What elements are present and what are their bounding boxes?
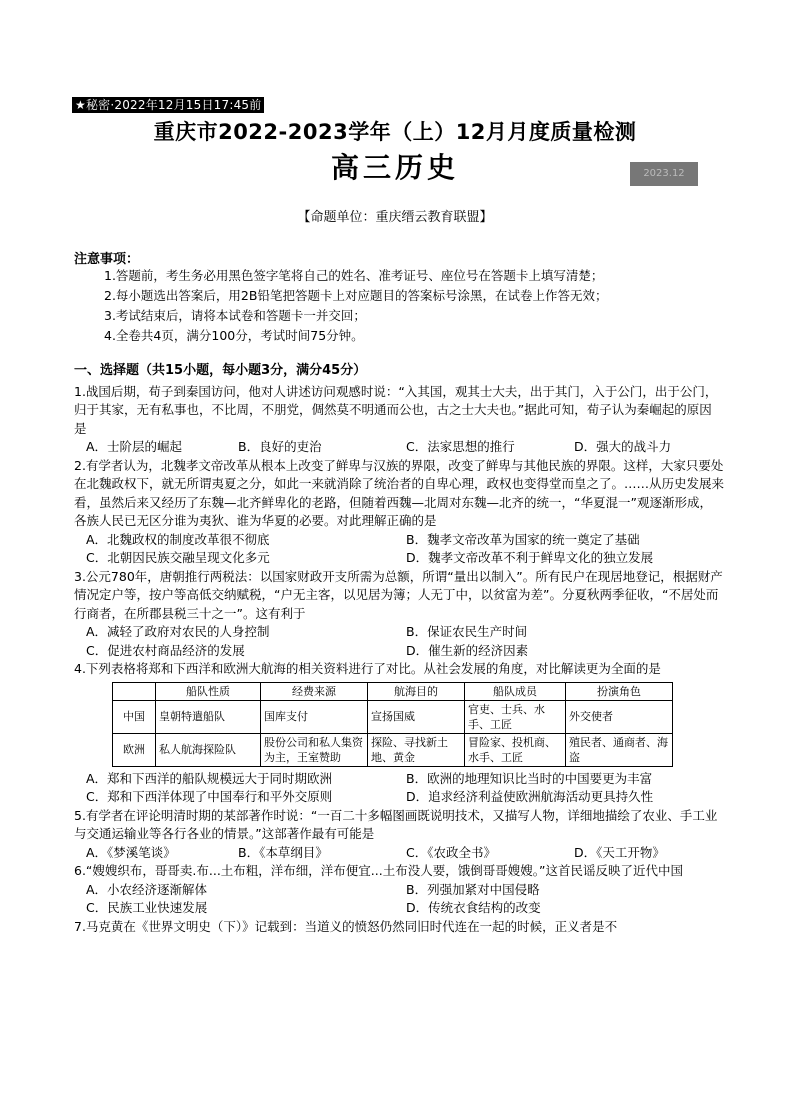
- table-cell: 探险、寻找新土地、黄金: [368, 733, 465, 766]
- option-b[interactable]: B．《本草纲目》: [238, 844, 328, 860]
- option-b[interactable]: B．欧洲的地理知识比当时的中国要更为丰富: [406, 770, 653, 786]
- table-header-cell: 船队性质: [156, 682, 261, 700]
- question-stem: 4.下列表格将郑和下西洋和欧洲大航海的相关资料进行了对比。从社会发展的角度，对比解读更为全面的是: [74, 661, 661, 676]
- question-stem: 7.马克黄在《世界文明史（下）》记载到：当道义的愤怒仍然同旧时代连在一起的时候，正义者是不: [74, 918, 618, 934]
- option-a[interactable]: A．小农经济逐渐解体: [86, 881, 208, 897]
- option-c[interactable]: C．民族工业快速发展: [86, 900, 208, 915]
- option-c[interactable]: C．法家思想的推行: [406, 439, 515, 454]
- question-stem: 2.有学者认为，北魏孝文帝改革从根本上改变了鲜卑与汉族的界限，改变了鲜卑与其他民族的界限。这样，大家只要处在北魏政权下，就无所谓夷夏之分，如此一来就消除了统治者的自卑心理，政权也变得堂而皇之了。……从历史发展来看，虽然后来又经历了东魏—北齐鲜卑化的老路，但随着西魏—北周对东魏—北齐的统一，“华夏混一”观逐渐形成，各族人民已无区分谁为夷狄、谁为华夏的必要。对此理解正确的是: [74, 457, 725, 528]
- question-2: [74, 457, 724, 568]
- table-header-cell: 扮演角色: [566, 682, 673, 700]
- table-cell: 国库支付: [261, 700, 368, 733]
- notice-item: 1.答题前，考生务必用黑色签字笔将自己的姓名、准考证号、座位号在答题卡上填写清楚；: [104, 268, 604, 283]
- question-stem: 3.公元780年，唐朝推行两税法：以国家财政开支所需为总额，所谓“量出以制入”。所有民户在现居地登记，根据财产情况定户等，按户等高低交纳赋税，“户无主客，以见居为簿；人无丁中，以贫富为差”。分夏秋两季征收，“不居处而行商者，在所郡县税三十之一”。这有利于: [74, 568, 723, 621]
- table-header-cell: 经费来源: [261, 682, 368, 700]
- question-stem: 6.“嫂嫂织布，哥哥卖.布...土布粗，洋布细，洋布便宜...土布没人要，饿倒哥哥嫂嫂。”这首民谣反映了近代中国: [74, 863, 683, 878]
- option-a[interactable]: A．士阶层的崛起: [86, 439, 183, 454]
- question-4: [74, 660, 724, 807]
- option-c[interactable]: C．郑和下西洋体现了中国奉行和平外交原则: [86, 789, 333, 804]
- notice-title: 注意事项：: [74, 252, 140, 267]
- table-cell: 官吏、士兵、水手、工匠: [465, 700, 566, 733]
- table-header-row: [113, 682, 673, 700]
- option-a[interactable]: A．北魏政权的制度改革很不彻底: [86, 531, 270, 547]
- question-7: [74, 918, 724, 937]
- option-b[interactable]: B．魏孝文帝改革为国家的统一奠定了基础: [406, 531, 640, 547]
- notice-item: 4.全卷共4页，满分100分，考试时间75分钟。: [104, 328, 364, 343]
- option-b[interactable]: B．列强加紧对中国侵略: [406, 881, 540, 897]
- table-row: [113, 733, 673, 766]
- exam-title: 重庆市2022-2023学年（上）12月月度质量检测: [153, 120, 637, 144]
- option-d[interactable]: D．追求经济利益使欧洲航海活动更具持久性: [406, 789, 654, 804]
- subject-title: 高三历史: [330, 151, 459, 184]
- table-cell: 股份公司和私人集资为主，王室赞助: [261, 733, 368, 766]
- notice-list: [104, 266, 744, 346]
- table-header-cell: 航海目的: [368, 682, 465, 700]
- option-b[interactable]: B．良好的吏治: [238, 439, 322, 454]
- option-a[interactable]: A．减轻了政府对农民的人身控制: [86, 624, 270, 639]
- table-cell: 外交使者: [566, 700, 673, 733]
- option-b[interactable]: B．保证农民生产时间: [406, 624, 528, 639]
- secret-label: ★秘密·2022年12月15日17:45前: [72, 97, 264, 113]
- option-d[interactable]: D．传统衣食结构的改变: [406, 900, 541, 915]
- option-c[interactable]: C．《农政全书》: [406, 844, 496, 860]
- option-a[interactable]: A．郑和下西洋的船队规模远大于同时期欧洲: [86, 770, 333, 786]
- option-a[interactable]: A．《梦溪笔谈》: [86, 844, 176, 860]
- section-title: 一、选择题（共15小题，每小题3分，满分45分）: [74, 363, 367, 378]
- question-options: [74, 844, 724, 863]
- question-3: [74, 568, 724, 661]
- table-cell: 宣扬国威: [368, 700, 465, 733]
- notice-item: 2.每小题选出答案后，用2B铅笔把答题卡上对应题目的答案标号涂黑，在试卷上作答无效；: [104, 288, 608, 303]
- table-row: [113, 700, 673, 733]
- table-header-cell: [113, 682, 156, 700]
- table-cell: 皇朝特遣船队: [156, 700, 261, 733]
- question-1: [74, 383, 724, 457]
- question-options: [74, 770, 724, 807]
- table-cell: 欧洲: [113, 733, 156, 766]
- exam-organizer: 【命题单位：重庆缙云教育联盟】: [297, 210, 493, 225]
- exam-code-badge: 2023.12: [630, 162, 698, 186]
- option-c[interactable]: C．促进农村商品经济的发展: [86, 642, 245, 658]
- question-options: [74, 531, 724, 568]
- questions-area: [74, 362, 724, 936]
- question-options: [74, 881, 724, 918]
- question-stem: 1.战国后期，荀子到秦国访问，他对人讲述访问观感时说：“入其国，观其士大夫，出于其门，入于公门，出于公门，归于其家，无有私事也，不比周，不朋党，倜然莫不明通而公也，古之士大夫也。”据此可知，荀子认为秦崛起的原因是: [74, 383, 718, 436]
- table-cell: 殖民者、通商者、海盗: [566, 733, 673, 766]
- option-d[interactable]: D．《天工开物》: [574, 844, 665, 860]
- option-d[interactable]: D．催生新的经济因素: [406, 642, 529, 658]
- table-cell: 私人航海探险队: [156, 733, 261, 766]
- option-c[interactable]: C．北朝因民族交融呈现文化多元: [86, 550, 270, 565]
- question-options: [74, 438, 724, 457]
- comparison-table: [112, 682, 673, 767]
- question-stem: 5.有学者在评论明清时期的某部著作时说：“一百二十多幅图画既说明技术，又描写人物，详细地描绘了农业、手工业与交通运输业等各行各业的情景。”这部著作最有可能是: [74, 807, 718, 841]
- table-header-cell: 船队成员: [465, 682, 566, 700]
- table-cell: 冒险家、投机商、水手、工匠: [465, 733, 566, 766]
- question-6: [74, 862, 724, 918]
- question-5: [74, 807, 724, 863]
- option-d[interactable]: D．强大的战斗力: [574, 439, 672, 454]
- table-cell: 中国: [113, 700, 156, 733]
- question-options: [74, 623, 724, 660]
- option-d[interactable]: D．魏孝文帝改革不利于鲜卑文化的独立发展: [406, 550, 654, 565]
- notice-item: 3.考试结束后，请将本试卷和答题卡一并交回；: [104, 308, 366, 323]
